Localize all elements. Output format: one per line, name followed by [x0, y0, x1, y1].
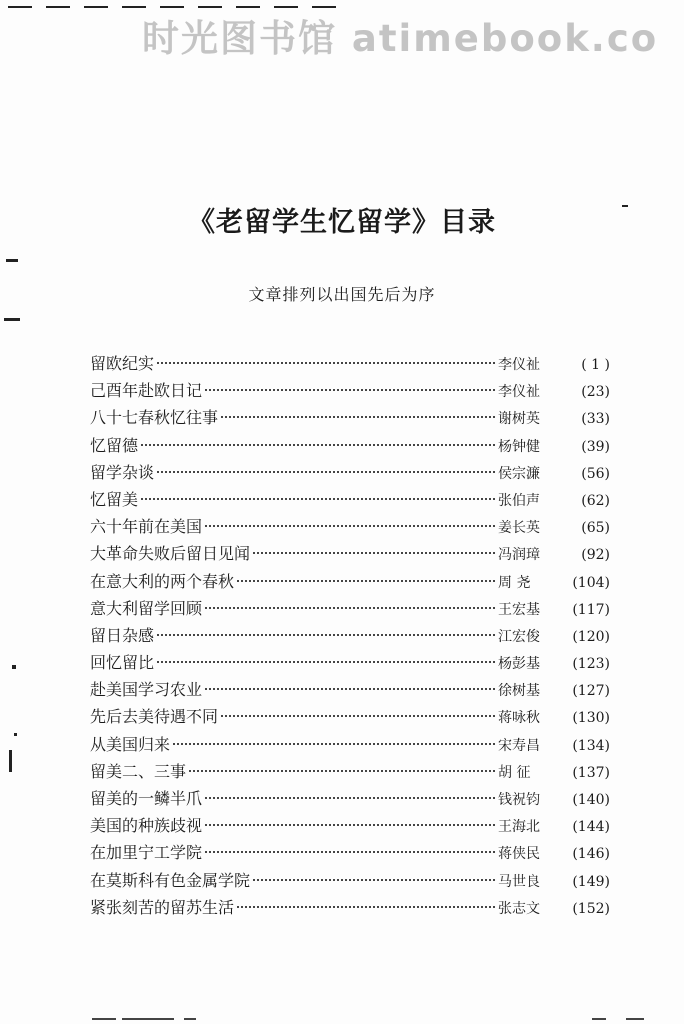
toc-entry-page: (134): [572, 737, 610, 754]
toc-entry-author: 李仪祉: [498, 357, 540, 373]
dot-leader: [157, 634, 495, 636]
toc-entry-author: 徐树基: [498, 683, 540, 700]
toc-entry-page: (117): [572, 601, 610, 618]
dot-leader: [157, 471, 495, 473]
toc-entry-author: 侯宗濂: [498, 465, 540, 482]
toc-entry-title: 回忆留比: [90, 653, 155, 673]
toc-entry-page: (140): [572, 792, 610, 808]
toc-entry: [90, 758, 610, 785]
toc-entry-author: 蒋咏秋: [498, 710, 540, 727]
dot-leader: [237, 580, 495, 582]
toc-entry-page: (152): [572, 900, 610, 917]
toc-entry-title: 留日杂感: [90, 625, 155, 645]
dot-leader: [189, 770, 495, 772]
toc-entry-author: 蒋侠民: [498, 846, 540, 863]
dot-leader: [141, 498, 495, 500]
toc-entry: [90, 839, 610, 866]
toc-entry-page: (33): [581, 411, 610, 428]
toc-entry: [90, 568, 610, 595]
toc-entry-author: 江宏俊: [498, 628, 540, 645]
toc-entry-title: 在加里宁工学院: [90, 843, 203, 863]
toc-entry: [90, 513, 610, 540]
toc-entry: [90, 486, 610, 513]
toc-entry-author: 张伯声: [498, 492, 540, 509]
toc-entry: [90, 432, 610, 459]
toc-entry: [90, 350, 610, 377]
bottom-edge-line: [92, 1018, 116, 1020]
toc-entry-page: (56): [581, 465, 610, 482]
toc-entry-title: 八十七春秋忆往事: [90, 408, 219, 428]
toc-entry-page: (149): [572, 873, 610, 890]
toc-entry: [90, 703, 610, 730]
toc-entry-page: (137): [572, 764, 610, 781]
scan-speck: [14, 733, 17, 736]
toc-entry-page: (65): [581, 520, 610, 537]
toc-entry: [90, 459, 610, 486]
toc-entry-page: (127): [572, 683, 610, 700]
dot-leader: [205, 797, 495, 799]
toc-entry-author: 冯润璋: [498, 547, 540, 564]
toc-entry: [90, 867, 610, 894]
toc-entry: [90, 731, 610, 758]
bottom-edge-line: [122, 1018, 174, 1020]
toc-entry-author: 谢树英: [498, 411, 540, 428]
dot-leader: [205, 525, 495, 527]
dot-leader: [205, 607, 495, 609]
toc-entry-page: (120): [572, 628, 610, 645]
dot-leader: [157, 661, 495, 663]
toc-entry-author: 宋寿昌: [498, 737, 540, 754]
toc-entry-page: (92): [581, 547, 610, 564]
scan-speck: [12, 665, 16, 669]
toc-entry-title: 从美国归来: [90, 734, 171, 754]
toc-entry-author: 马世良: [498, 873, 540, 890]
toc-entry-author: 杨彭基: [498, 656, 540, 673]
toc-entry-title: 在意大利的两个春秋: [90, 571, 235, 591]
toc-entry-author: 李仪祉: [498, 384, 540, 401]
toc-entry-title: 留学杂谈: [90, 462, 155, 482]
toc-entry-author: 王海北: [498, 819, 540, 836]
toc-entry-title: 紧张刻苦的留苏生活: [90, 897, 235, 917]
toc-entry-author: 张志文: [498, 900, 540, 917]
watermark: 时光图书馆 atimebook.co: [142, 17, 659, 60]
toc-entry-title: 己酉年赴欧日记: [90, 381, 203, 401]
toc-entry-title: 赴美国学习农业: [90, 680, 203, 700]
dot-leader: [221, 715, 495, 717]
bottom-edge-line: [592, 1018, 606, 1020]
toc-entry-page: (123): [572, 656, 610, 673]
toc-entry-author: 胡 征: [498, 764, 531, 781]
toc-entry-page: (62): [581, 492, 610, 509]
dot-leader: [253, 879, 495, 881]
bottom-edge-line: [184, 1018, 196, 1020]
toc-entry-author: 杨钟健: [498, 438, 540, 455]
toc-entry-author: 王宏基: [498, 601, 540, 618]
scan-speck: [6, 259, 18, 262]
dot-leader: [205, 824, 495, 826]
dot-leader: [205, 688, 495, 690]
toc-entry-title: 先后去美待遇不同: [90, 707, 219, 727]
toc-entry-title: 忆留德: [90, 435, 139, 455]
toc-entry-page: (144): [572, 819, 610, 836]
toc-entry-author: 周 尧: [498, 574, 531, 591]
toc-entry-title: 意大利留学回顾: [90, 598, 203, 618]
toc-entry-title: 留欧纪实: [90, 354, 155, 373]
toc-entry-page: (39): [581, 438, 610, 455]
toc-entry-page: ( 1 ): [581, 357, 610, 373]
bottom-edge-line: [626, 1018, 644, 1020]
dot-leader: [157, 362, 495, 364]
scan-speck: [9, 750, 12, 772]
dot-leader: [253, 552, 495, 554]
toc-entry-title: 美国的种族歧视: [90, 816, 203, 836]
toc-entry: [90, 622, 610, 649]
toc-entry-page: (104): [572, 574, 610, 591]
toc-entry: [90, 894, 610, 921]
toc-entry-title: 大革命失败后留日见闻: [90, 544, 251, 564]
toc-entry-title: 留美的一鳞半爪: [90, 789, 203, 808]
toc-entry: [90, 377, 610, 404]
dot-leader: [205, 389, 495, 391]
dot-leader: [221, 416, 495, 418]
dot-leader: [173, 743, 495, 745]
toc-entry: [90, 649, 610, 676]
toc-entry: [90, 676, 610, 703]
toc-entry-title: 在莫斯科有色金属学院: [90, 870, 251, 890]
table-of-contents: [90, 350, 610, 921]
toc-entry-author: 姜长英: [498, 520, 540, 537]
toc-entry-title: 留美二、三事: [90, 761, 187, 781]
dot-leader: [205, 851, 495, 853]
toc-entry: [90, 540, 610, 567]
toc-entry: [90, 595, 610, 622]
scan-speck: [622, 205, 628, 207]
toc-entry-page: (130): [572, 710, 610, 727]
toc-entry: [90, 785, 610, 812]
page-subtitle: 文章排列以出国先后为序: [248, 285, 436, 304]
dot-leader: [141, 444, 495, 446]
toc-entry-title: 忆留美: [90, 489, 139, 509]
toc-entry-page: (23): [581, 384, 610, 401]
toc-entry: [90, 812, 610, 839]
toc-entry-page: (146): [572, 846, 610, 863]
toc-entry: [90, 404, 610, 431]
scan-speck: [4, 318, 20, 321]
page-title: 《老留学生忆留学》目录: [188, 207, 496, 238]
toc-entry-title: 六十年前在美国: [90, 517, 203, 537]
dot-leader: [237, 906, 495, 908]
toc-entry-author: 钱祝钧: [498, 792, 540, 808]
